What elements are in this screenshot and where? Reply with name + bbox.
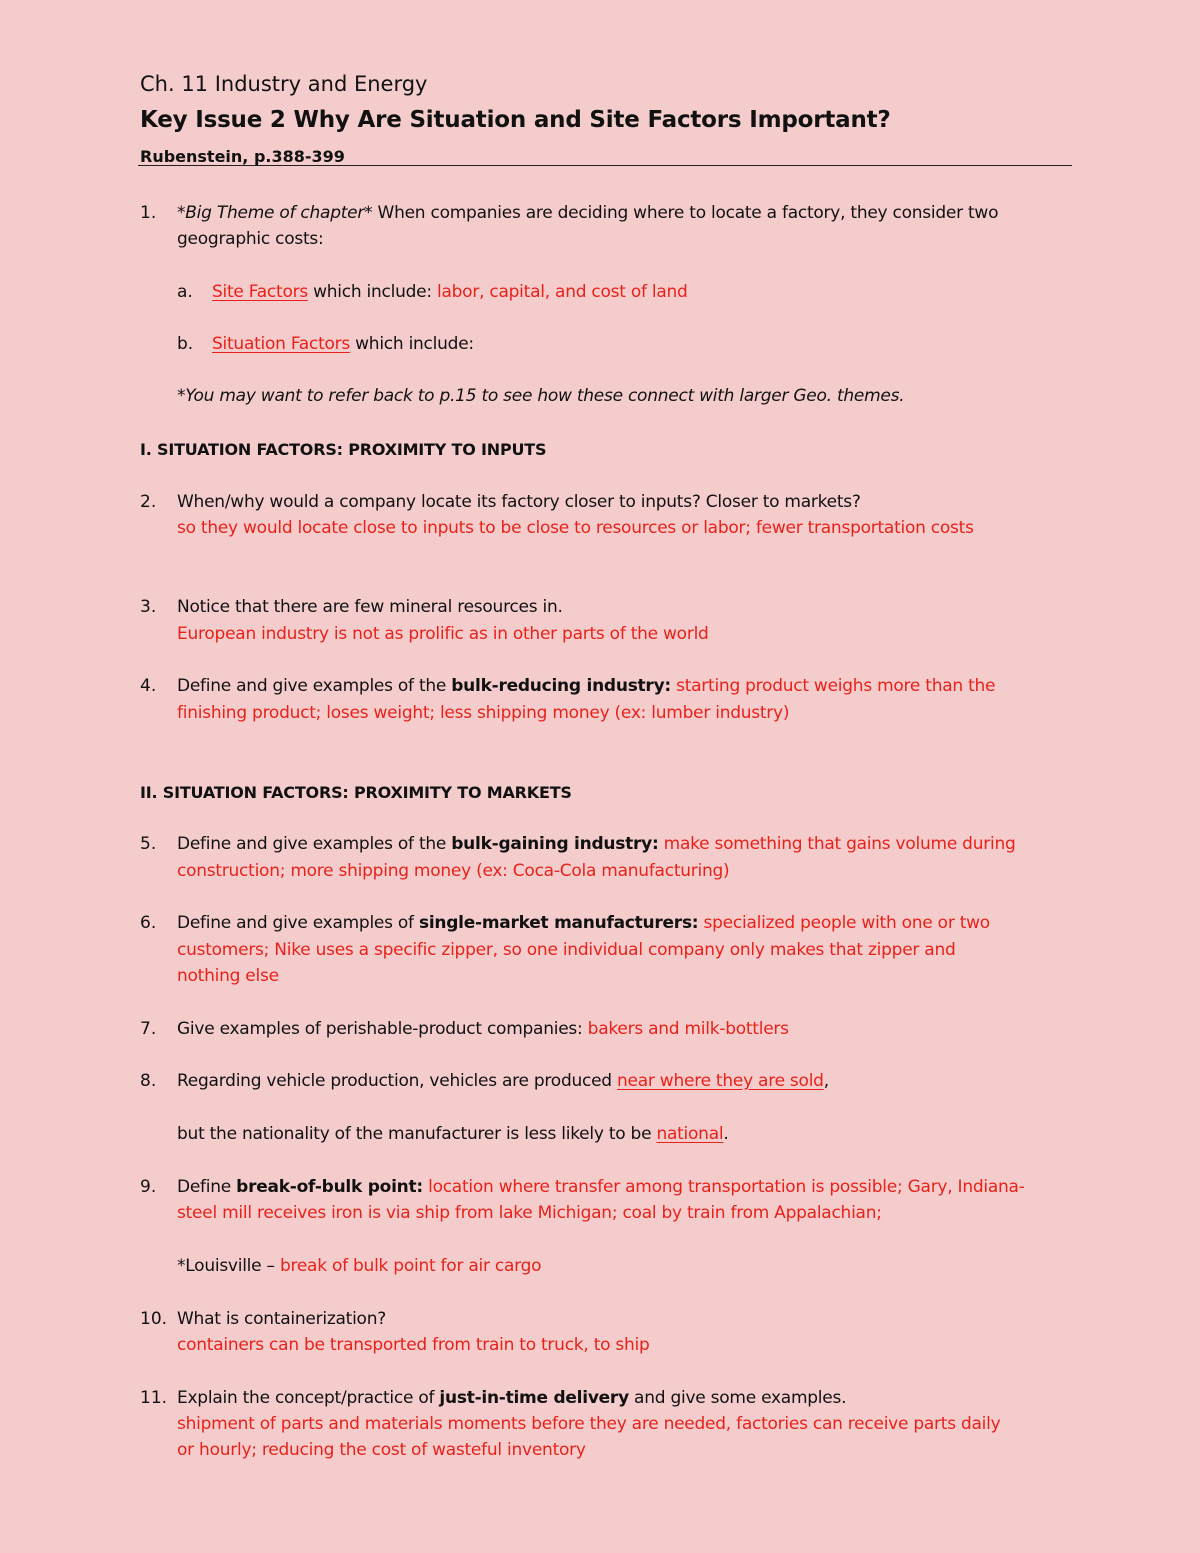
q1a-label: a. <box>177 282 193 302</box>
q6-prefix: Define and give examples of <box>177 913 419 933</box>
q11-answer-line1: shipment of parts and materials moments before they are needed, factories can receive parts daily <box>177 1414 1001 1434</box>
q8-line1-prefix: Regarding vehicle production, vehicles are produced <box>177 1071 618 1091</box>
q1-number: 1. <box>140 203 157 223</box>
q1-prefix: *Big Theme of chapter* <box>177 203 373 223</box>
q11-line1 <box>177 1388 846 1408</box>
q7-answer: bakers and milk-bottlers <box>587 1019 789 1039</box>
q2-number: 2. <box>140 492 157 512</box>
q11-prefix: Explain the concept/practice of <box>177 1388 440 1408</box>
q9-number: 9. <box>140 1177 157 1197</box>
q8-line1-answer: near where they are sold <box>617 1071 824 1091</box>
q6-number: 6. <box>140 913 157 933</box>
q8-line2 <box>177 1124 729 1144</box>
q9-note-prefix: *Louisville – <box>177 1256 280 1276</box>
q9-prefix: Define <box>177 1177 237 1197</box>
q8-line2-prefix: but the nationality of the manufacturer is less likely to be <box>177 1124 657 1144</box>
q11-suffix: and give some examples. <box>628 1388 847 1408</box>
q5-prefix: Define and give examples of the <box>177 834 452 854</box>
q1b-term: Situation Factors <box>212 334 350 354</box>
q8-line1-suffix: , <box>823 1071 829 1091</box>
q1b-label: b. <box>177 334 194 354</box>
q4-term: bulk-reducing industry: <box>451 676 671 696</box>
q1-note-text: *You may want to refer back to p.15 to see how these connect with larger Geo. themes. <box>177 386 905 406</box>
q9-term: break-of-bulk point: <box>236 1177 423 1197</box>
q2-question: When/why would a company locate its factory closer to inputs? Closer to markets? <box>177 492 861 512</box>
q9-answer-line2: steel mill receives iron is via ship from lake Michigan; coal by train from Appalachian; <box>177 1203 882 1223</box>
q5-answer-line1: make something that gains volume during <box>658 834 1016 854</box>
q1a-term: Site Factors <box>212 282 308 302</box>
q7-line <box>177 1019 789 1039</box>
q11-term: just-in-time delivery <box>439 1388 629 1408</box>
section-1-heading: I. SITUATION FACTORS: PROXIMITY TO INPUTS <box>140 440 547 459</box>
q4-answer-line2: finishing product; loses weight; less shipping money (ex: lumber industry) <box>177 703 790 723</box>
q8-line2-suffix: . <box>723 1124 729 1144</box>
q10-question: What is containerization? <box>177 1309 387 1329</box>
q4-prefix: Define and give examples of the <box>177 676 452 696</box>
q4-number: 4. <box>140 676 157 696</box>
q10-answer: containers can be transported from train to truck, to ship <box>177 1335 650 1355</box>
source-reference: Rubenstein, p.388-399 <box>140 147 345 166</box>
q11-number: 11. <box>140 1388 168 1408</box>
q1b-connector: which include: <box>349 334 474 354</box>
q1-line2: geographic costs: <box>177 229 324 249</box>
q5-number: 5. <box>140 834 157 854</box>
q5-term: bulk-gaining industry: <box>451 834 659 854</box>
q7-number: 7. <box>140 1019 157 1039</box>
key-issue-title: Key Issue 2 Why Are Situation and Site Factors Important? <box>140 107 891 133</box>
q8-line1 <box>177 1071 829 1091</box>
q3-number: 3. <box>140 597 157 617</box>
q6-term: single-market manufacturers: <box>418 913 699 933</box>
q1-note <box>177 386 904 406</box>
q5-answer-line2: construction; more shipping money (ex: Coca-Cola manufacturing) <box>177 861 730 881</box>
q7-question: Give examples of perishable-product companies: <box>177 1019 588 1039</box>
q6-line1 <box>177 913 990 933</box>
q6-answer-line1: specialized people with one or two <box>698 913 990 933</box>
q8-line2-answer: national <box>656 1124 724 1144</box>
q10-number: 10. <box>140 1309 168 1329</box>
q9-answer-line1: location where transfer among transportation is possible; Gary, Indiana- <box>422 1177 1025 1197</box>
q3-answer: European industry is not as prolific as in other parts of the world <box>177 624 709 644</box>
q9-line1 <box>177 1177 1025 1197</box>
q3-question: Notice that there are few mineral resources in. <box>177 597 563 617</box>
q11-answer-line2: or hourly; reducing the cost of wasteful inventory <box>177 1440 586 1460</box>
q9-note <box>177 1256 541 1276</box>
q6-answer-line3: nothing else <box>177 966 279 986</box>
q8-number: 8. <box>140 1071 157 1091</box>
q5-line1 <box>177 834 1016 854</box>
q1b-line <box>212 334 474 354</box>
section-2-heading: II. SITUATION FACTORS: PROXIMITY TO MARKETS <box>140 783 572 802</box>
q1a-line <box>212 282 688 302</box>
q9-note-answer: break of bulk point for air cargo <box>279 1256 542 1276</box>
q1a-connector: which include: <box>307 282 437 302</box>
q4-line1 <box>177 676 995 696</box>
q6-answer-line2: customers; Nike uses a specific zipper, so one individual company only makes that zipper and <box>177 940 956 960</box>
q1a-answer: labor, capital, and cost of land <box>437 282 688 302</box>
header-divider <box>138 165 1072 166</box>
q1-text-line1: When companies are deciding where to locate a factory, they consider two <box>372 203 999 223</box>
q4-answer-line1: starting product weighs more than the <box>670 676 996 696</box>
chapter-title: Ch. 11 Industry and Energy <box>140 72 428 96</box>
q1-line1 <box>177 203 998 223</box>
q2-answer: so they would locate close to inputs to be close to resources or labor; fewer transportation costs <box>177 518 974 538</box>
